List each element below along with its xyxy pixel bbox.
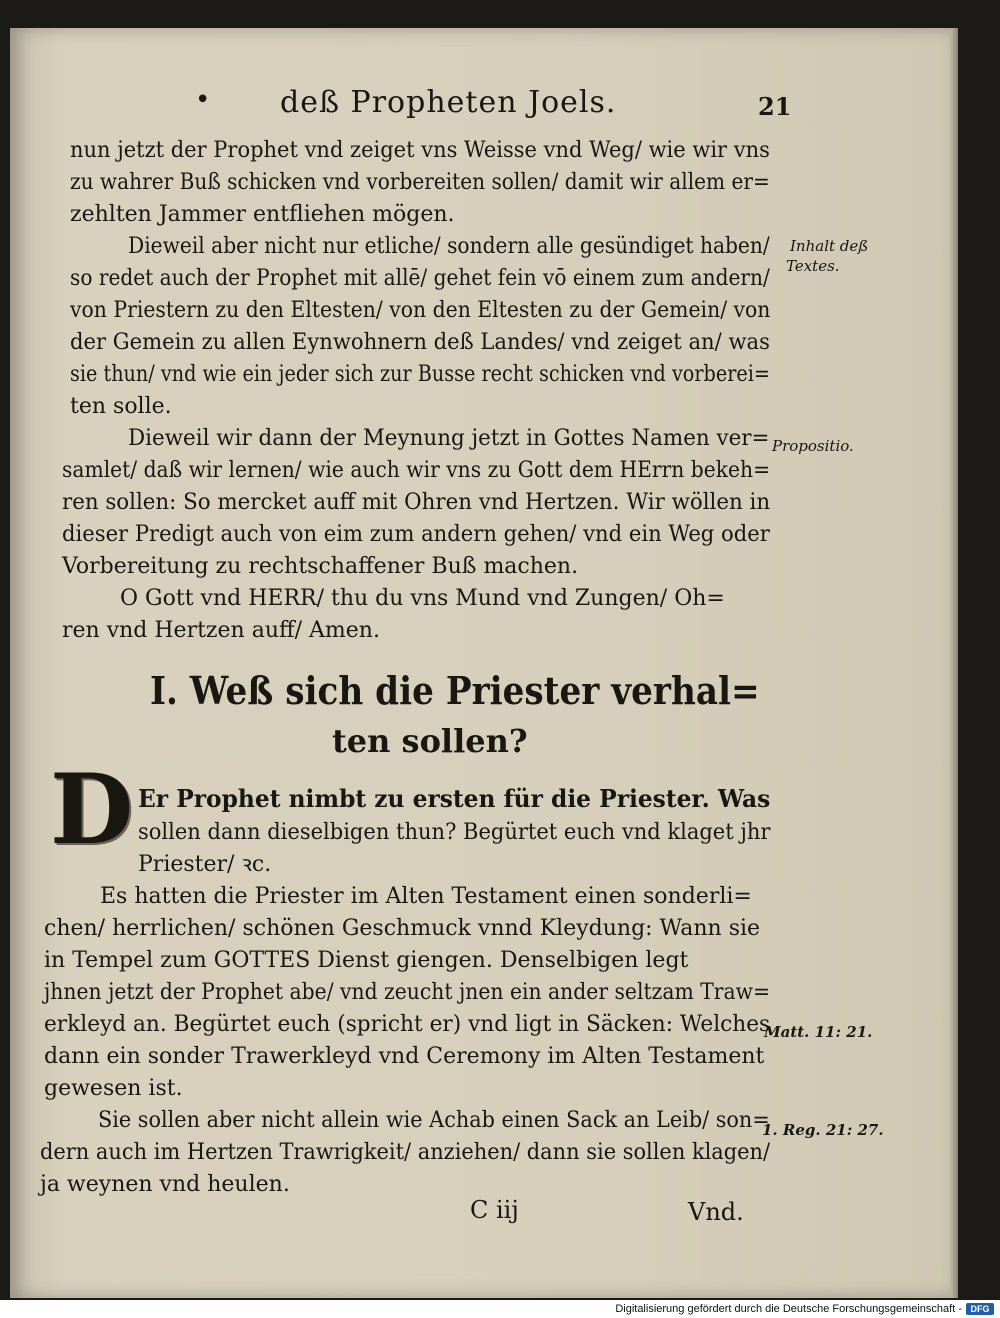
text-line: Dieweil aber nicht nur etliche/ sondern alle gesündiget haben/ [128,234,770,259]
text-line: Es hatten die Priester im Alten Testament einen sonderli= [100,884,752,909]
section-heading-line2: ten sollen? [332,722,528,760]
text-line: Priester/ ꝛc. [138,852,272,877]
text-line: samlet/ daß wir lernen/ wie auch wir vns zu Gott dem HErrn bekeh= [62,458,771,483]
text-line: gewesen ist. [44,1076,183,1101]
dfg-logo-icon[interactable]: DFG [966,1303,994,1315]
text-line: ren sollen: So mercket auff mit Ohren vnd Hertzen. Wir wöllen in [62,490,771,515]
text-line: Er Prophet nimbt zu ersten für die Priester. Was [138,784,771,813]
text-line: erkleyd an. Begürtet euch (spricht er) vnd ligt in Säcken: Welches [44,1012,771,1037]
signature-mark: C iij [470,1196,519,1224]
footer-credit: Digitalisierung gefördert durch die Deutsche Forschungsgemeinschaft - [615,1303,962,1315]
text-line: in Tempel zum GOTTES Dienst giengen. Denselbigen legt [44,948,689,973]
text-line: zu wahrer Buß schicken vnd vorbereiten sollen/ damit wir allem er= [70,170,770,195]
footer-bar [0,1300,1000,1318]
text-line: O Gott vnd HERR/ thu du vns Mund vnd Zungen/ Oh= [120,586,725,611]
decorated-initial: D [50,753,134,866]
text-line: dern auch im Hertzen Trawrigkeit/ anziehen/ dann sie sollen klagen/ [40,1140,771,1165]
text-line: nun jetzt der Prophet vnd zeiget vns Weisse vnd Weg/ wie wir vns [70,138,770,163]
text-line: der Gemein zu allen Eynwohnern deß Landes/ vnd zeiget an/ was [70,330,770,355]
text-line: Vorbereitung zu rechtschaffener Buß machen. [62,554,579,579]
text-line: sollen dann dieselbigen thun? Begürtet euch vnd klaget jhr [138,820,771,845]
page-edge [950,28,958,1298]
margin-note-inhalt-line1: Inhalt deß [790,237,869,255]
text-line: dieser Predigt auch von eim zum andern gehen/ vnd ein Weg oder [62,522,770,547]
text-line: chen/ herrlichen/ schönen Geschmuck vnnd Kleydung: Wann sie [44,916,761,941]
text-line: zehlten Jammer entfliehen mögen. [70,202,455,227]
text-line: dann ein sonder Trawerkleyd vnd Ceremony im Alten Testament [44,1044,765,1069]
text-line: von Priestern zu den Eltesten/ von den Eltesten zu der Gemein/ von [70,298,771,323]
catchword: Vnd. [688,1198,744,1226]
page-number: 21 [758,92,792,121]
text-line: jhnen jetzt der Prophet abe/ vnd zeucht jnen ein ander seltzam Traw= [44,980,771,1005]
margin-note-propositio: Propositio. [772,437,854,455]
margin-note-matthew: Matt. 11: 21. [764,1023,873,1041]
running-head-dot: • [195,85,212,115]
text-line: ja weynen vnd heulen. [40,1172,290,1197]
text-line: Dieweil wir dann der Meynung jetzt in Gottes Namen ver= [128,426,770,451]
margin-note-kings: 1. Reg. 21: 27. [762,1121,884,1139]
text-line: ren vnd Hertzen auff/ Amen. [62,618,380,643]
text-line: ten solle. [70,394,172,419]
text-line: Sie sollen aber nicht allein wie Achab einen Sack an Leib/ son= [98,1108,770,1133]
text-line: sie thun/ vnd wie ein jeder sich zur Busse recht schicken vnd vorberei= [70,362,770,387]
section-heading-line1: I. Weß sich die Priester verhal= [150,668,760,713]
margin-note-inhalt-line2: Textes. [786,257,840,275]
running-head-title: deß Propheten Joels. [280,85,617,120]
text-line: so redet auch der Prophet mit allē/ gehet fein vō einem zum andern/ [70,266,770,291]
